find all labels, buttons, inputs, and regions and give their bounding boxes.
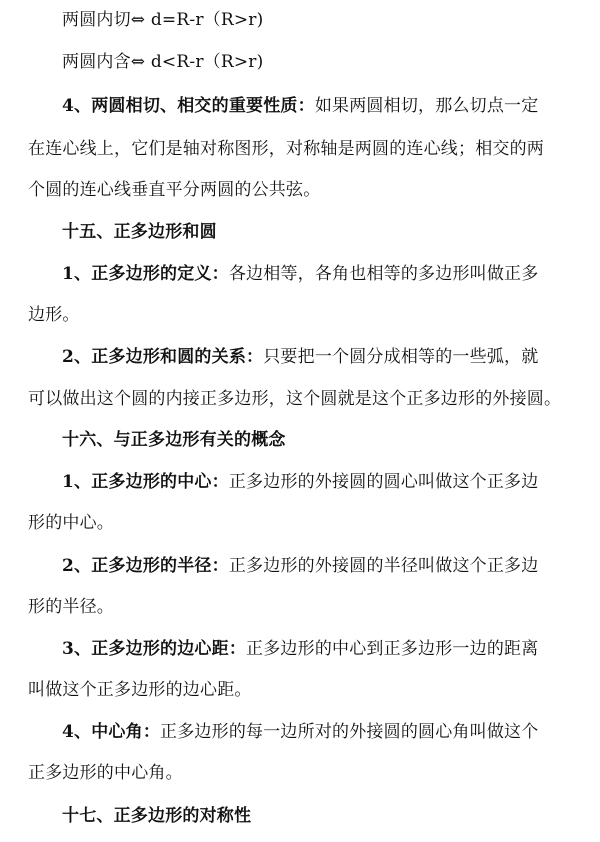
center-def-label: 1、正多边形的中心：	[62, 472, 229, 492]
radius-def-line-2	[28, 596, 584, 618]
relationship-text: 可以做出这个圆的内接正多边形，这个圆就是这个正多边形的外接圆。	[28, 389, 562, 409]
central-angle-text: 正多边形的中心角。	[28, 763, 183, 783]
relationship-label: 2、正多边形和圆的关系：	[62, 347, 264, 367]
paragraph-property-line-2	[28, 138, 584, 160]
definition-text: 边形。	[28, 305, 80, 325]
paragraph-text: 如果两圆相切，那么切点一定	[314, 96, 539, 116]
radius-def-label: 2、正多边形的半径：	[62, 556, 229, 576]
radius-def-text: 正多边形的外接圆的半径叫做这个正多边	[228, 556, 539, 576]
formula-text: 两圆内切⇔ d=R-r（R>r)	[62, 10, 264, 30]
paragraph-property-line-3	[28, 179, 584, 201]
radius-def-line-1	[62, 555, 584, 577]
central-angle-line-2	[28, 762, 584, 784]
formula-text: 两圆内含⇔ d<R-r（R>r)	[62, 52, 264, 72]
paragraph-text: 在连心线上，它们是轴对称图形，对称轴是两圆的连心线；相交的两	[28, 139, 544, 159]
paragraph-text: 个圆的连心线垂直平分两圆的公共弦。	[28, 180, 321, 200]
apothem-def-label: 3、正多边形的边心距：	[62, 639, 247, 659]
center-def-text: 正多边形的外接圆的圆心叫做这个正多边	[228, 472, 539, 492]
central-angle-text: 正多边形的每一边所对的外接圆的圆心角叫做这个	[160, 722, 539, 742]
apothem-def-line-1	[62, 638, 584, 660]
definition-text: 各边相等，各角也相等的多边形叫做正多	[228, 264, 539, 284]
apothem-def-text: 叫做这个正多边形的边心距。	[28, 680, 252, 700]
section-heading-15	[62, 221, 584, 243]
radius-def-text: 形的半径。	[28, 597, 114, 617]
central-angle-line-1	[62, 721, 584, 743]
paragraph-label: 4、两圆相切、相交的重要性质：	[62, 96, 315, 116]
relationship-line-2	[28, 388, 584, 410]
formula-internally-tangent	[62, 9, 584, 31]
center-def-line-2	[28, 512, 584, 534]
definition-line-2	[28, 304, 584, 326]
definition-label: 1、正多边形的定义：	[62, 264, 229, 284]
apothem-def-text: 正多边形的中心到正多边形一边的距离	[246, 639, 539, 659]
center-def-text: 形的中心。	[28, 513, 114, 533]
relationship-line-1	[62, 346, 584, 368]
definition-line-1	[62, 263, 584, 285]
relationship-text: 只要把一个圆分成相等的一些弧，就	[263, 347, 539, 367]
heading-text: 十五、正多边形和圆	[62, 222, 217, 242]
paragraph-property-line-1	[62, 95, 584, 117]
center-def-line-1	[62, 471, 584, 493]
heading-text: 十六、与正多边形有关的概念	[62, 430, 286, 450]
section-heading-17	[62, 805, 584, 827]
central-angle-label: 4、中心角：	[62, 722, 161, 742]
section-heading-16	[62, 429, 584, 451]
apothem-def-line-2	[28, 679, 584, 701]
formula-internally-contained	[62, 51, 584, 73]
heading-text: 十七、正多边形的对称性	[62, 806, 252, 826]
